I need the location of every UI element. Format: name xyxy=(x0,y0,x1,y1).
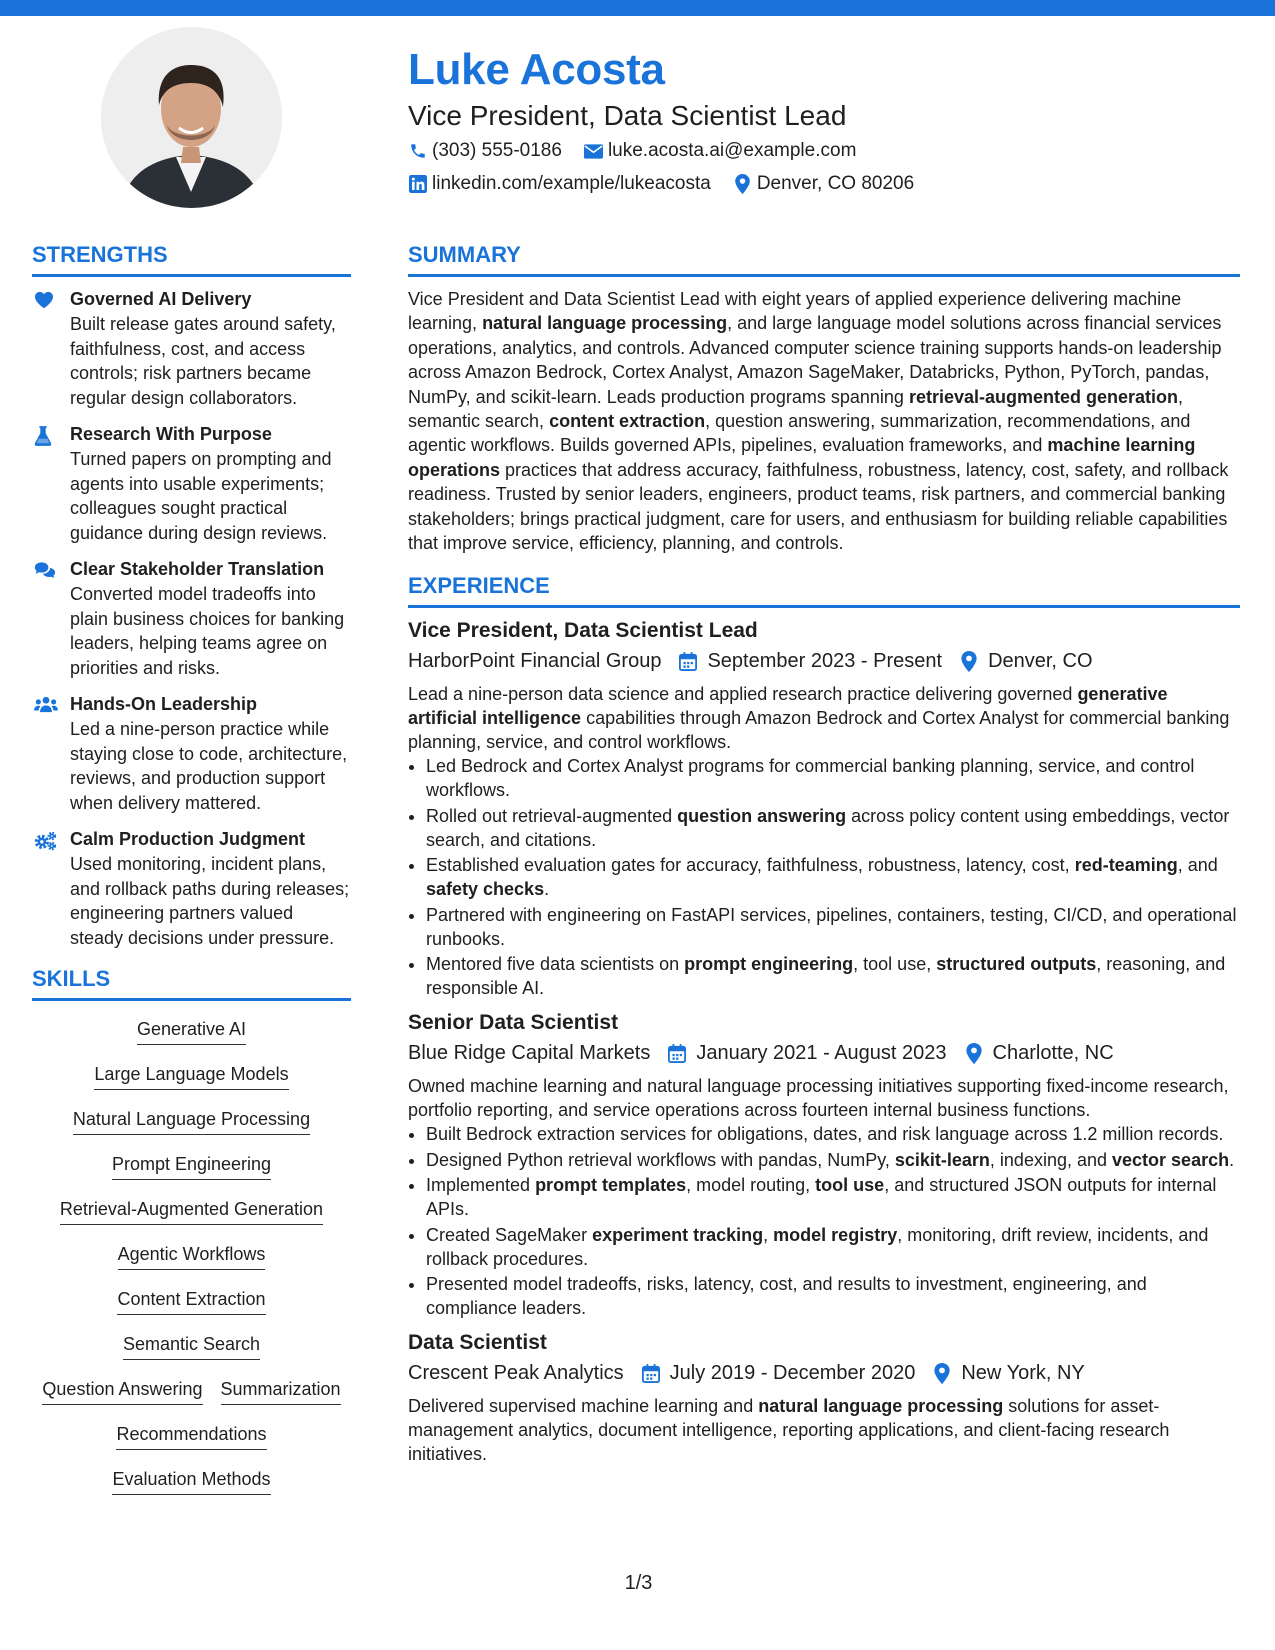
job-bullets xyxy=(408,754,1240,1000)
skill-tag: Summarization xyxy=(221,1375,341,1405)
map-pin-icon xyxy=(733,174,753,194)
bold-keyword: natural language processing xyxy=(482,313,728,334)
skill-tag: Content Extraction xyxy=(117,1285,265,1315)
job-dates-text: July 2019 - December 2020 xyxy=(669,1362,916,1385)
bold-keyword: experiment tracking xyxy=(592,1224,764,1245)
bold-keyword: natural language processing xyxy=(758,1396,1004,1417)
bold-keyword: structured outputs xyxy=(936,954,1097,975)
bold-keyword: retrieval-augmented generation xyxy=(908,386,1179,407)
skill-tag: Agentic Workflows xyxy=(118,1240,266,1270)
linkedin-icon xyxy=(408,174,428,194)
job-description xyxy=(408,1074,1240,1122)
right-column xyxy=(408,238,1240,1466)
bold-keyword: machine learning operations xyxy=(408,435,1196,480)
bullet-item xyxy=(426,1122,1240,1146)
map-pin-icon xyxy=(958,650,980,672)
summary-heading: SUMMARY xyxy=(408,238,1240,277)
email-contact[interactable] xyxy=(584,140,856,162)
text-run: Led Bedrock and Cortex Analyst programs for commercial banking planning, service, and control workflows. xyxy=(426,756,1195,801)
text-run: Established evaluation gates for accuracy, faithfulness, robustness, latency, cost, xyxy=(426,855,1075,876)
strengths-list xyxy=(32,287,351,950)
email-text: luke.acosta.ai@example.com xyxy=(607,140,857,161)
text-run: Created SageMaker xyxy=(426,1224,593,1245)
skill-tag: Large Language Models xyxy=(94,1060,288,1090)
text-run: , model routing, xyxy=(686,1175,816,1196)
linkedin-contact[interactable] xyxy=(408,173,711,195)
job-location-text: Denver, CO xyxy=(988,650,1093,673)
strength-title: Clear Stakeholder Translation xyxy=(70,559,325,579)
bold-keyword: safety checks xyxy=(426,879,545,900)
contact-row-1 xyxy=(408,135,1228,167)
skills-heading: SKILLS xyxy=(32,962,351,1001)
comments-icon xyxy=(32,557,70,680)
text-run: Delivered supervised machine learning and xyxy=(408,1396,759,1417)
bullet-item xyxy=(426,1173,1240,1221)
job-title: Senior Data Scientist xyxy=(408,1011,619,1035)
text-run: , xyxy=(763,1224,774,1245)
skills-list xyxy=(32,1015,351,1510)
bullet-item xyxy=(426,853,1240,901)
job-dates xyxy=(666,1038,946,1068)
text-run: , monitoring, drift review, incidents, and rollback procedures. xyxy=(426,1224,1209,1269)
bullet-item xyxy=(426,1272,1240,1320)
text-run: , and large language model solutions across financial services operations, analytics, and controls. Advanced computer science training supports hands-on leadership across Amazon Bedrock, Cortex Analyst, Amazon SageMaker, Databricks, Python, PyTorch, pandas, NumPy, and scikit-learn. Leads production programs spanning xyxy=(408,313,1222,407)
text-run: Presented model tradeoffs, risks, latency, cost, and results to investment, engineering, and compliance leaders. xyxy=(426,1274,1147,1319)
text-run: , tool use, xyxy=(853,954,937,975)
text-run: , reasoning, and responsible AI. xyxy=(426,954,1226,999)
skill-tag: Natural Language Processing xyxy=(73,1105,310,1135)
text-run: Owned machine learning and natural language processing initiatives supporting fixed-income research, portfolio reporting, and service operations across fourteen internal business functions. xyxy=(408,1076,1229,1121)
calendar-icon xyxy=(666,1042,688,1064)
strength-item xyxy=(32,557,351,680)
text-run: Designed Python retrieval workflows with pandas, NumPy, xyxy=(426,1149,895,1170)
text-run: Mentored five data scientists on xyxy=(426,954,685,975)
skill-tag: Prompt Engineering xyxy=(112,1150,271,1180)
strength-item xyxy=(32,692,351,815)
bold-keyword: content extraction xyxy=(549,411,706,432)
candidate-name: Luke Acosta xyxy=(408,45,665,94)
job-dates xyxy=(677,646,942,676)
strength-title: Calm Production Judgment xyxy=(70,829,306,849)
bullet-item xyxy=(426,1223,1240,1271)
job-bullets xyxy=(408,1122,1240,1320)
skill-tag: Retrieval-Augmented Generation xyxy=(60,1195,323,1225)
strength-item xyxy=(32,287,351,410)
skill-tag: Recommendations xyxy=(116,1420,266,1450)
phone-icon xyxy=(408,141,428,161)
experience-list xyxy=(408,616,1240,1466)
strength-desc: Led a nine-person practice while staying close to code, architecture, reviews, and production support when delivery mattered. xyxy=(70,719,348,813)
map-pin-icon xyxy=(931,1362,953,1384)
text-run: , question answering, summarization, recommendations, and agentic workflows. Builds governed APIs, pipelines, evaluation frameworks, and xyxy=(408,411,1191,456)
job-company: HarborPoint Financial Group xyxy=(408,650,662,673)
text-run: , semantic search, xyxy=(408,386,1184,432)
left-column xyxy=(32,238,351,1510)
bullet-item xyxy=(426,1148,1240,1172)
strength-desc: Used monitoring, incident plans, and rollback paths during releases; engineering partners valued steady decisions under pressure. xyxy=(70,854,350,948)
job-meta xyxy=(408,1038,1240,1068)
location-text: Denver, CO 80206 xyxy=(756,173,915,194)
bold-keyword: vector search xyxy=(1112,1149,1230,1170)
job-entry xyxy=(408,1008,1240,1320)
bold-keyword: question answering xyxy=(677,805,847,826)
text-run: . xyxy=(1229,1149,1235,1170)
text-run: Built Bedrock extraction services for obligations, dates, and risk language across 1.2 million records. xyxy=(426,1124,1224,1145)
skill-tag: Semantic Search xyxy=(123,1330,260,1360)
strength-title: Research With Purpose xyxy=(70,424,272,444)
heart-icon xyxy=(32,287,70,410)
linkedin-text: linkedin.com/example/lukeacosta xyxy=(432,173,711,194)
strength-title: Hands-On Leadership xyxy=(70,694,258,714)
text-run: , and structured JSON outputs for internal APIs. xyxy=(426,1175,1217,1220)
job-description xyxy=(408,682,1240,754)
text-run: capabilities through Amazon Bedrock and Cortex Analyst for commercial banking planning, service, and control workflows. xyxy=(408,708,1230,753)
strength-item xyxy=(32,422,351,545)
bullet-item xyxy=(426,903,1240,951)
skill-tag: Generative AI xyxy=(137,1015,246,1045)
gears-icon xyxy=(32,827,70,950)
job-title: Data Scientist xyxy=(408,1331,547,1355)
job-meta xyxy=(408,646,1240,676)
job-entry xyxy=(408,1328,1240,1466)
phone-contact[interactable] xyxy=(408,140,562,162)
top-accent-bar xyxy=(0,0,1275,16)
bold-keyword: red-teaming xyxy=(1074,855,1178,876)
strength-title: Governed AI Delivery xyxy=(70,289,252,309)
text-run: , and xyxy=(1177,855,1218,876)
envelope-icon xyxy=(584,141,604,161)
bullet-item xyxy=(426,804,1240,852)
job-location xyxy=(963,1038,1114,1068)
text-run: Implemented xyxy=(426,1175,536,1196)
experience-heading: EXPERIENCE xyxy=(408,569,1240,608)
summary-text xyxy=(408,287,1240,555)
text-run: practices that address accuracy, faithfulness, robustness, latency, cost, safety, and rollback readiness. Trusted by senior leaders, engineers, product teams, risk partners, and commercial banking stakeholders; brings practical judgment, care for users, and enthusiasm for building reliable capabilities that improve service, efficiency, planning, and controls. xyxy=(408,459,1229,554)
bold-keyword: model registry xyxy=(773,1224,898,1245)
bold-keyword: tool use xyxy=(815,1175,885,1196)
users-icon xyxy=(32,692,70,815)
job-dates xyxy=(640,1358,916,1388)
resume-header xyxy=(408,40,1228,200)
job-company: Crescent Peak Analytics xyxy=(408,1362,624,1385)
job-company: Blue Ridge Capital Markets xyxy=(408,1042,651,1065)
contact-row-2 xyxy=(408,168,1228,200)
location-contact xyxy=(733,173,914,195)
bold-keyword: prompt templates xyxy=(535,1175,687,1196)
job-description xyxy=(408,1394,1240,1466)
bullet-item xyxy=(426,754,1240,802)
candidate-title: Vice President, Data Scientist Lead xyxy=(408,100,847,131)
bold-keyword: prompt engineering xyxy=(684,954,854,975)
phone-text: (303) 555-0186 xyxy=(432,140,562,161)
bold-keyword: scikit-learn xyxy=(894,1149,990,1170)
strength-desc: Converted model tradeoffs into plain business choices for banking leaders, helping teams agree on priorities and risks. xyxy=(70,584,345,678)
map-pin-icon xyxy=(963,1042,985,1064)
profile-photo xyxy=(101,27,282,208)
text-run: solutions for asset-management analytics, document intelligence, reporting applications, and client-facing research initiatives. xyxy=(408,1396,1170,1465)
job-location-text: New York, NY xyxy=(961,1362,1085,1385)
text-run: . xyxy=(544,879,550,900)
calendar-icon xyxy=(640,1362,662,1384)
skill-tag: Evaluation Methods xyxy=(112,1465,270,1495)
strength-item xyxy=(32,827,351,950)
job-title: Vice President, Data Scientist Lead xyxy=(408,619,758,643)
text-run: Partnered with engineering on FastAPI services, pipelines, containers, testing, CI/CD, and operational runbooks. xyxy=(426,904,1237,949)
bullet-item xyxy=(426,952,1240,1000)
text-run: , indexing, and xyxy=(989,1149,1113,1170)
text-run: Vice President and Data Scientist Lead with eight years of applied experience delivering machine learning, xyxy=(408,289,1182,334)
job-location xyxy=(931,1358,1084,1388)
job-dates-text: September 2023 - Present xyxy=(707,650,943,673)
strengths-heading: STRENGTHS xyxy=(32,238,351,277)
job-entry xyxy=(408,616,1240,1000)
calendar-icon xyxy=(677,650,699,672)
flask-icon xyxy=(32,422,70,545)
job-meta xyxy=(408,1358,1240,1388)
text-run: across policy content using embeddings, vector search, and citations. xyxy=(426,805,1230,850)
job-location xyxy=(958,646,1092,676)
job-dates-text: January 2021 - August 2023 xyxy=(696,1042,947,1065)
job-location-text: Charlotte, NC xyxy=(992,1042,1114,1065)
skill-tag: Question Answering xyxy=(42,1375,202,1405)
strength-desc: Built release gates around safety, faithfulness, cost, and access controls; risk partners became regular design collaborators. xyxy=(70,314,336,408)
strength-desc: Turned papers on prompting and agents into usable experiments; colleagues sought practical guidance during design reviews. xyxy=(70,449,332,543)
text-run: Lead a nine-person data science and applied research practice delivering governed xyxy=(408,684,1078,705)
text-run: Rolled out retrieval-augmented xyxy=(426,805,678,826)
bold-keyword: generative artificial intelligence xyxy=(408,684,1168,729)
page-number: 1/3 xyxy=(624,1572,653,1594)
